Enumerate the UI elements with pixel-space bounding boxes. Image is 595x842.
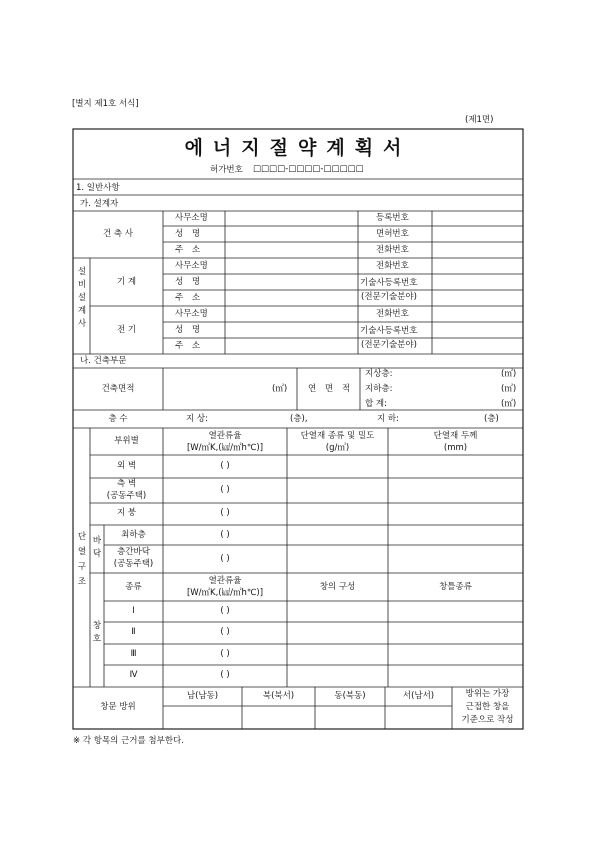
window-group-label: 창 호 [92, 621, 102, 644]
section-building: 나. 건축부문 [80, 356, 127, 366]
dir-east: 동(북동) [334, 691, 366, 701]
window-orientation-label: 창문 방위 [100, 702, 136, 712]
mech-office-label: 사무소명 [175, 261, 208, 271]
side-wall-u[interactable]: ( ) [220, 485, 230, 495]
elec-name-label: 성 명 [175, 325, 204, 335]
window-frame-header: 창틀종류 [439, 582, 472, 592]
orientation-note-1: 방위는 가장 [465, 689, 510, 699]
window-type-4-u[interactable]: ( ) [220, 670, 230, 680]
window-u-units: [W/㎡K,(㎉/㎡h℃)] [186, 588, 264, 598]
insulation-group-label: 단 열 구 조 [77, 532, 87, 587]
mech-phone-label: 전화번호 [376, 261, 409, 271]
outer-wall-label: 외 벽 [116, 461, 137, 471]
architect-label: 건 축 사 [102, 229, 134, 239]
orientation-note-2: 근접한 창을 [465, 702, 510, 712]
total-area-label: 연 면 적 [308, 384, 354, 394]
mech-engineer-note: (전문기술분야) [361, 292, 417, 302]
orientation-note-3: 기준으로 작성 [461, 715, 514, 725]
window-u-header: 열관류율 [208, 576, 242, 586]
building-area-unit: (㎡) [272, 384, 288, 394]
elec-office-label: 사무소명 [175, 309, 208, 319]
document-title: 에너지절약계획서 [184, 137, 412, 159]
window-type-3: Ⅲ [130, 649, 137, 659]
lowest-floor-label: 최하층 [121, 530, 146, 540]
dir-north: 북(북서) [262, 691, 295, 701]
window-type-1-u[interactable]: ( ) [220, 606, 230, 616]
mid-floor-label: 층간바닥 [117, 547, 150, 557]
mech-engineer-label: 기술사등록번호 [360, 278, 418, 288]
material-header: 단열재 종류 및 밀도 [300, 431, 375, 441]
footnote: ※ 각 항목의 근거를 첨부한다. [73, 736, 184, 746]
side-wall-sub: (공동주택) [106, 491, 147, 501]
lowest-floor-u[interactable]: ( ) [220, 530, 230, 540]
sum-area-unit: (㎡) [501, 399, 517, 409]
architect-office-label: 사무소명 [175, 213, 208, 223]
roof-label: 지 붕 [116, 508, 137, 518]
architect-license-label: 면허번호 [376, 229, 409, 239]
floors-above-unit: (층), [290, 414, 308, 424]
floors-label: 층 수 [108, 414, 128, 424]
floors-above-label: 지 상: [186, 414, 208, 424]
roof-u[interactable]: ( ) [220, 508, 230, 518]
equipment-designer-group: 설 비 설 계 사 [77, 267, 87, 329]
permit-label: 허가번호 [210, 165, 243, 175]
architect-name-label: 성 명 [175, 229, 204, 239]
dir-south: 남(남동) [186, 691, 219, 701]
elec-engineer-label: 기술사등록번호 [360, 326, 418, 336]
floors-below-unit: (층) [484, 414, 499, 424]
window-type-4: Ⅳ [129, 670, 138, 680]
form-number-label: [별지 제1호 서식] [72, 99, 139, 109]
material-units: (g/㎥) [325, 443, 350, 453]
below-ground-unit: (㎡) [501, 384, 517, 394]
dir-west: 서(남서) [402, 691, 435, 701]
part-header: 부위별 [114, 436, 139, 446]
elec-address-label: 주 소 [175, 341, 204, 351]
floors-below-label: 지 하: [377, 414, 399, 424]
window-composition-header: 창의 구성 [319, 582, 356, 592]
window-type-header: 종류 [125, 582, 142, 592]
thickness-units: (mm) [443, 443, 468, 453]
mechanical-label: 기 계 [116, 277, 137, 287]
sum-area-label: 합 계: [365, 399, 387, 409]
above-ground-unit: (㎡) [501, 369, 517, 379]
mid-floor-sub: (공동주택) [113, 559, 154, 569]
section-designer: 가. 설계자 [80, 199, 119, 209]
above-ground-label: 지상층: [365, 369, 393, 379]
architect-phone-label: 전화번호 [376, 245, 409, 255]
below-ground-label: 지하층: [365, 384, 393, 394]
elec-phone-label: 전화번호 [376, 309, 409, 319]
permit-number-field[interactable]: □□□□-□□□□-□□□□□ [253, 164, 364, 174]
architect-reg-label: 등록번호 [376, 213, 409, 223]
window-type-3-u[interactable]: ( ) [220, 649, 230, 659]
page-number-label: (제1면) [465, 115, 494, 125]
window-type-2-u[interactable]: ( ) [220, 627, 230, 637]
u-value-header: 열관류율 [208, 431, 242, 441]
outer-wall-u[interactable]: ( ) [220, 461, 230, 471]
mech-name-label: 성 명 [175, 277, 204, 287]
mid-floor-u[interactable]: ( ) [220, 554, 230, 564]
thickness-header: 단열재 두께 [433, 431, 478, 441]
building-area-label: 건축면적 [101, 384, 135, 394]
elec-engineer-note: (전문기술분야) [361, 340, 417, 350]
mech-address-label: 주 소 [175, 293, 204, 303]
window-type-1: Ⅰ [132, 606, 135, 616]
architect-address-label: 주 소 [175, 245, 204, 255]
u-value-units: [W/㎡K,(㎉/㎡h℃)] [186, 443, 264, 453]
electrical-label: 전 기 [116, 325, 137, 335]
window-type-2: Ⅱ [131, 627, 136, 637]
floor-group-label: 바 닥 [92, 536, 102, 559]
side-wall-label: 측 벽 [116, 479, 137, 489]
section-general: 1. 일반사항 [76, 183, 120, 193]
